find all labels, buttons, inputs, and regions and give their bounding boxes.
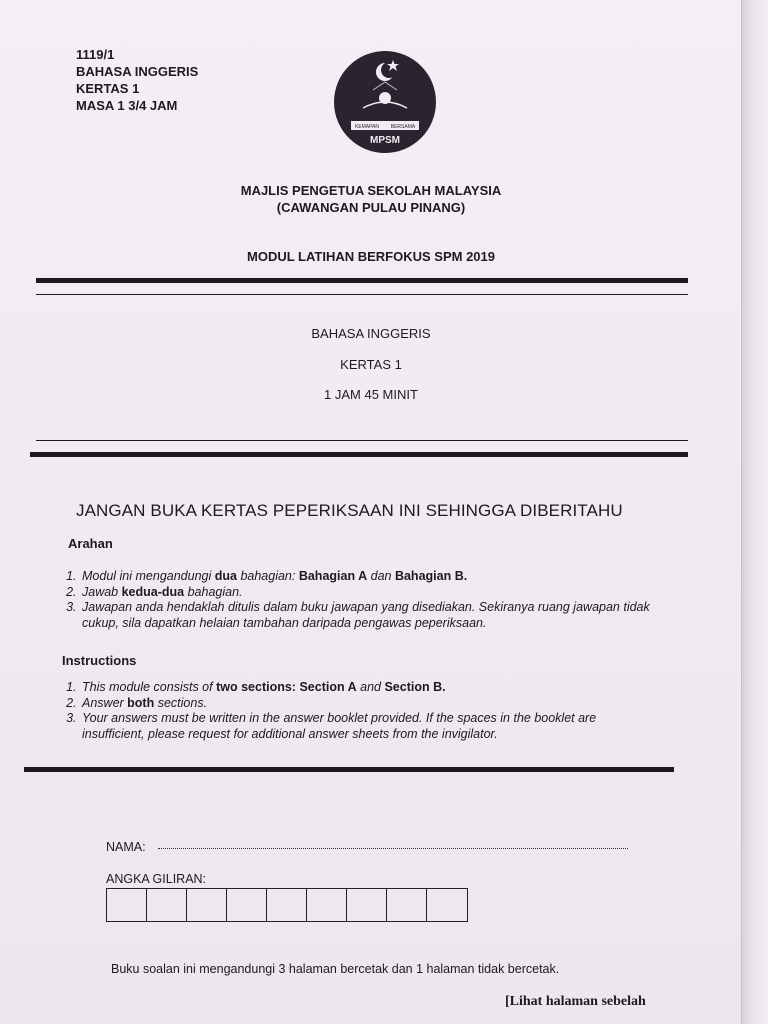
subject-duration: 1 JAM 45 MINIT (324, 387, 418, 402)
paper-time: MASA 1 3/4 JAM (76, 98, 178, 113)
arahan-item-3: 3. Jawapan anda hendaklah ditulis dalam buku jawapan yang disediakan. Sekiranya ruang jawapan tidak cukup, sila dapatkan helaian tambahan daripada pengawas peperiksaan. (80, 600, 662, 631)
name-field[interactable] (158, 848, 628, 849)
index-box[interactable] (427, 889, 467, 921)
page-count-note: Buku soalan ini mengandungi 3 halaman bercetak dan 1 halaman tidak bercetak. (111, 962, 560, 976)
paper-code: 1119/1 (76, 47, 115, 62)
instructions-item-1: 1. This module consists of two sections: Section A and Section B. (80, 680, 662, 696)
index-box[interactable] (307, 889, 347, 921)
index-box[interactable] (227, 889, 267, 921)
paper-subject: BAHASA INGGERIS (76, 64, 199, 79)
mpsm-logo-icon (333, 50, 437, 154)
do-not-open-warning: JANGAN BUKA KERTAS PEPERIKSAAN INI SEHINGGA DIBERITAHU (76, 501, 623, 520)
subject-name: BAHASA INGGERIS (311, 326, 431, 341)
index-number-label: ANGKA GILIRAN: (106, 872, 207, 886)
instructions-item-3: 3. Your answers must be written in the answer booklet provided. If the spaces in the booklet are insufficient, please request for additional answer sheets from the invigilator. (80, 711, 662, 742)
arahan-heading: Arahan (68, 536, 113, 551)
instructions-item-2: 2. Answer both sections. (80, 696, 662, 712)
index-box[interactable] (107, 889, 147, 921)
divider-thick-top (36, 278, 688, 283)
divider-instructions-end (24, 767, 674, 772)
arahan-list (62, 569, 662, 631)
page-edge (741, 0, 768, 1024)
instructions-heading: Instructions (62, 653, 137, 668)
organisation-line2: (CAWANGAN PULAU PINANG) (276, 200, 466, 215)
instructions-list (62, 680, 662, 742)
module-title: MODUL LATIHAN BERFOKUS SPM 2019 (247, 249, 495, 264)
index-box[interactable] (387, 889, 427, 921)
divider-thin-bottom (36, 440, 688, 441)
paper-code-block (76, 46, 198, 114)
index-box[interactable] (267, 889, 307, 921)
logo-banner-right: BERSAMA (390, 124, 416, 130)
next-page-note: [Lihat halaman sebelah (505, 994, 646, 1009)
divider-thin-top (36, 294, 688, 295)
index-number-boxes[interactable] (106, 888, 468, 922)
paper-number: KERTAS 1 (76, 81, 140, 96)
index-box[interactable] (347, 889, 387, 921)
index-box[interactable] (147, 889, 187, 921)
subject-paper: KERTAS 1 (340, 357, 402, 372)
logo-banner-left: KEMAPAN (354, 124, 380, 130)
divider-thick-bottom (30, 452, 688, 457)
arahan-item-2: 2. Jawab kedua-dua bahagian. (80, 585, 662, 601)
index-box[interactable] (187, 889, 227, 921)
arahan-item-1: 1. Modul ini mengandungi dua bahagian: Bahagian A dan Bahagian B. (80, 569, 662, 585)
name-label: NAMA: (106, 840, 146, 854)
logo-text: MPSM (370, 135, 400, 146)
organisation-name (0, 182, 742, 216)
organisation-line1: MAJLIS PENGETUA SEKOLAH MALAYSIA (240, 183, 502, 198)
